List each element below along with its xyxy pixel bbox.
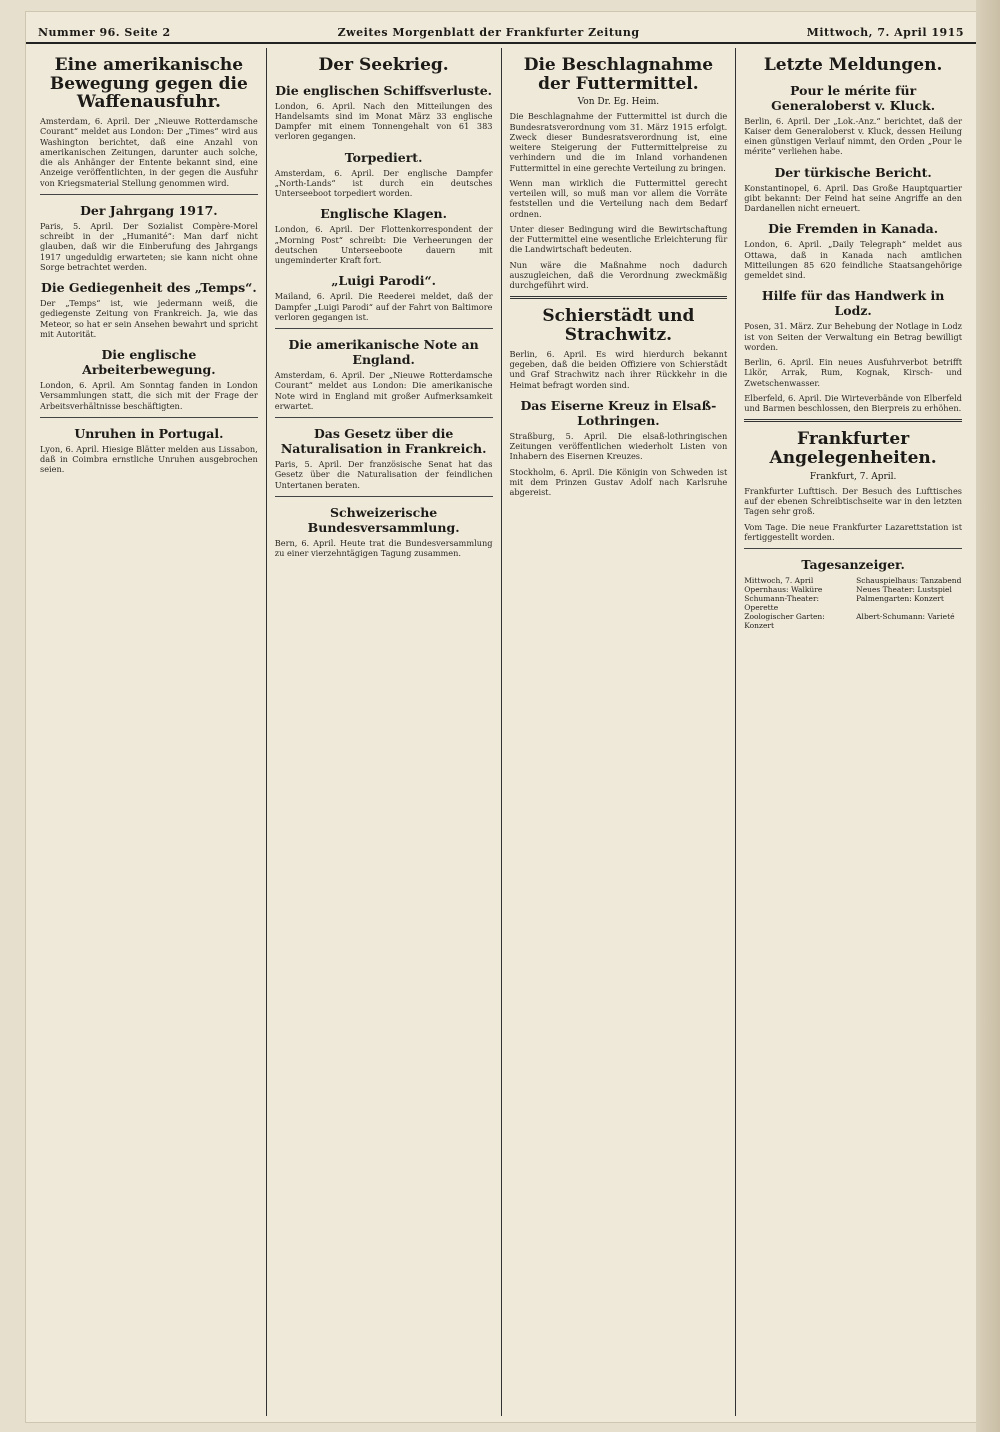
article-text: Paris, 5. April. Der Sozialist Compère-Morel schreibt in der „Humanité“: Man darf nicht glauben, daß wir die Einberufung des Jahrgangs 1917 ungeduldig erwarteten; sie kann nicht ohne Sorge betrachtet werden. [40,220,258,272]
divider [510,296,728,299]
article-text: Straßburg, 5. April. Die elsaß-lothringischen Zeitungen veröffentlichen wiederholt Listen von Inhabern des Eisernen Kreuzes. [509,430,728,462]
article-byline: Von Dr. Eg. Heim. [577,97,660,108]
article-text: Konstantinopel, 6. April. Das Große Hauptquartier gibt bekannt: Der Feind hat seine Angriffe an den Dardanellen nicht erneuert. [744,182,962,214]
page-header [26,22,976,44]
article-subheading: Die Fremden in Kanada. [768,221,939,237]
list-item: Schauspielhaus: Tanzabend [856,576,962,586]
article-text: London, 6. April. „Daily Telegraph“ meldet aus Ottawa, daß in Kanada nach amtlichen Mitteilungen 85 620 feindliche Staatsangehörige gemeldet sind. [744,239,962,281]
article-heading: Englische Klagen. [320,206,447,222]
list-item: Palmengarten: Konzert [856,594,944,604]
divider [744,548,962,549]
divider [40,194,258,195]
article-heading: Schweizerische Bundesversammlung. [307,504,460,535]
list-item: Albert-Schumann: Varieté [856,612,955,622]
article-heading: Frankfurter Angelegenheiten. [769,429,937,469]
article-text: Vom Tage. Die neue Frankfurter Lazarettstation ist fertiggestellt worden. [744,521,962,542]
list-item: Zoologischer Garten: Konzert [744,612,825,631]
article-heading: Der Jahrgang 1917. [80,202,218,218]
list-item: Neues Theater: Lustspiel [856,585,952,595]
divider [744,419,962,422]
adjacent-page-edge [976,0,1000,1432]
article-text: Lyon, 6. April. Hiesige Blätter melden aus Lissabon, daß in Coimbra ernstliche Unruhen ausgebrochen seien. [40,443,258,475]
article-heading: Unruhen in Portugal. [74,425,224,441]
column-4 [736,48,970,1416]
article-heading: Das Eiserne Kreuz in Elsaß-Lothringen. [520,397,717,428]
article-text: Wenn man wirklich die Futtermittel gerecht verteilen will, so muß man vor allem die Vorräte feststellen und die Verteilung nach dem Bedarf ordnen. [509,177,728,219]
issue-date: Mittwoch, 7. April 1915 [806,25,964,39]
article-text: Berlin, 6. April. Ein neues Ausfuhrverbot betrifft Likör, Arrak, Rum, Kognak, Kirsch- und Zwetschenwasser. [744,357,962,388]
article-text: Frankfurter Lufttisch. Der Besuch des Lufttisches auf der ebenen Schreibtischseite war in den letzten Tagen sehr groß. [744,485,962,517]
article-text: Mailand, 6. April. Die Reederei meldet, daß der Dampfer „Luigi Parodi“ auf der Fahrt von Baltimore verloren gegangen ist. [274,291,493,322]
article-subheading: „Luigi Parodi“. [331,273,437,289]
events-listing [744,576,962,630]
list-item: Mittwoch, 7. April [744,576,814,586]
article-text: Elberfeld, 6. April. Die Wirteverbände von Elberfeld und Barmen beschlossen, den Bierpreis zu erhöhen. [744,392,962,414]
article-text: Berlin, 6. April. Es wird hierdurch bekannt gegeben, daß die beiden Offiziere von Schierstädt und Graf Strachwitz nach ihrer Rückkehr in die Heimat befragt worden sind. [509,348,728,390]
article-text: Die Beschlagnahme der Futtermittel ist durch die Bundesratsverordnung vom 31. März 1915 erfolgt. Zweck dieser Bundesratsverordnung ist, eine weitere Steigerung der Futtermittelpreise zu verhindern und die im Inland vorhandenen Futtermittel in eine gerechte Verteilung zu bringen. [509,111,728,173]
article-dateline: Frankfurt, 7. April. [809,471,897,482]
article-heading: Die Gediegenheit des „Temps“. [41,280,257,296]
article-text: Bern, 6. April. Heute trat die Bundesversammlung zu einer vierzehntägigen Tagung zusammen. [274,537,493,559]
list-item: Schumann-Theater: Operette [744,594,820,613]
newspaper-title: Zweites Morgenblatt der Frankfurter Zeitung [337,25,640,39]
article-text: Stockholm, 6. April. Die Königin von Schweden ist mit dem Prinzen Gustav Adolf nach Karlsruhe abgereist. [509,466,728,497]
article-text: Paris, 5. April. Der französische Senat hat das Gesetz über die Naturalisation der feindlichen Untertanen beraten. [274,459,493,490]
article-text: Berlin, 6. April. Der „Lok.-Anz.“ berichtet, daß der Kaiser dem Generaloberst v. Kluck, dessen Heilung einen günstigen Verlauf nimmt, den Orden „Pour le mérite“ verliehen habe. [744,115,962,157]
article-heading: Die englische Arbeiterbewegung. [82,347,216,378]
column-3 [502,48,737,1416]
article-subheading: Torpediert. [344,149,423,165]
issue-number: Nummer 96. Seite 2 [38,25,171,39]
article-text: London, 6. April. Am Sonntag fanden in London Versammlungen statt, die sich mit der Frage der Arbeitsverhältnisse beschäftigten. [40,380,258,411]
article-text: London, 6. April. Der Flottenkorrespondent der „Morning Post“ schreibt: Die Verheerungen der deutschen Unterseeboote dauern mit ungeminderter Kraft fort. [274,224,493,266]
article-text: Nun wäre die Maßnahme noch dadurch auszugleichen, daß die Verordnung zweckmäßig durchgeführt wird. [509,259,728,291]
article-heading: Eine amerikanische Bewegung gegen die Waffenausfuhr. [49,55,248,113]
article-subheading: Der türkische Bericht. [774,164,932,180]
article-text: Amsterdam, 6. April. Der „Nieuwe Rotterdamsche Courant“ meldet aus London: Die amerikanische Note wird in England mit großer Aufmerksamkeit erwartet. [274,370,493,411]
divider [275,417,493,418]
article-heading: Die Beschlagnahme der Futtermittel. [523,55,714,94]
article-heading: Schierstädt und Strachwitz. [542,306,695,346]
article-text: London, 6. April. Nach den Mitteilungen des Handelsamts sind im Monat März 33 englische Dampfer mit einem Tonnengehalt von 61 383 verloren gegangen. [274,100,493,142]
column-2 [267,48,502,1416]
article-text: Posen, 31. März. Zur Behebung der Notlage in Lodz ist von Seiten der Verwaltung ein Betrag bewilligt worden. [744,321,962,352]
article-heading: Letzte Meldungen. [763,55,943,75]
article-text: Amsterdam, 6. April. Der englische Dampfer „North-Lands“ ist durch ein deutsches Unterseeboot torpediert worden. [274,167,493,199]
divider [40,417,258,418]
newspaper-page [26,12,976,1422]
article-heading: Die amerikanische Note an England. [288,337,479,368]
article-subheading: Pour le mérite für Generaloberst v. Kluck. [771,82,936,113]
divider [275,496,493,497]
article-text: Unter dieser Bedingung wird die Bewirtschaftung der Futtermittel eine wesentliche Erleichterung für die Landwirtschaft bedeuten. [509,223,728,255]
article-subheading: Tagesanzeiger. [801,557,905,573]
column-1 [32,48,267,1416]
list-item: Opernhaus: Walküre [744,585,823,595]
article-subheading: Hilfe für das Handwerk in Lodz. [761,288,945,319]
article-subheading: Die englischen Schiffsverluste. [275,82,493,98]
article-heading: Der Seekrieg. [318,55,449,75]
article-text: Der „Temps“ ist, wie jedermann weiß, die gediegenste Zeitung von Frankreich. Ja, wie das Meteor, so hat er sein Ansehen bewahrt und spricht mit Autorität. [40,298,258,339]
article-text: Amsterdam, 6. April. Der „Nieuwe Rotterdamsche Courant“ meldet aus London: Der „Times“ wird aus Washington berichtet, daß eine Anzahl von amerikanischen Zeitungen, darunter auch solche, die als Anhänger der Entente bekannt sind, eine Anzeige veröffentlichten, in der gegen die Ausfuhr von Kriegsmaterial Stellung genommen wird. [40,116,258,188]
article-heading: Das Gesetz über die Naturalisation in Frankreich. [280,426,487,457]
divider [275,328,493,329]
